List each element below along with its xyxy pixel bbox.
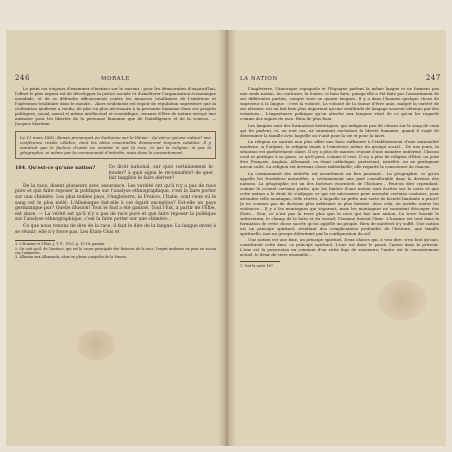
right-paragraph: Une nation est une âme, un principe spirituel. Deux choses qui, à vrai dire, n'en font qu'une, constituent cette âme, ce principe spirituel. L'une est dans le passé, l'autre dans le présent. L'une est la possession en commun d'un riche legs de souvenirs; l'autre est le consentement actuel, le désir de vivre ensemble... <box>240 237 439 257</box>
paper-stain <box>377 280 427 320</box>
paper-stain <box>76 330 116 360</box>
left-running-title: MORALE <box>100 76 131 82</box>
right-paragraph: Les langues sont des formations historiques, qui indiquent peu de choses sur le sang de ceux qui les parlent, et, en tout cas, ne sauraient enchaîner la liberté humaine, quand il s'agit de déterminer la famille avec laquelle on s'unit pour la vie et pour la mort. <box>240 122 439 138</box>
section-title: 184. Qu'est-ce qu'une nation? <box>15 165 96 171</box>
right-running-head <box>240 74 441 84</box>
left-running-head <box>15 74 216 84</box>
footnote-rule <box>240 261 280 262</box>
footnote: 1. Voir la carte 167. <box>240 263 274 268</box>
right-paragraph: l'Angleterre, l'Amérique espagnole et l'Espagne parlent la même langue et ne forment pas une seule nation. Au contraire, la Suisse, si bien faite, puisqu'elle a été faite par l'assentiment de ses différentes parties, compte trois ou quatre langues. Il y a dans l'homme quelque chose de supérieur à la langue : c'est la volonté. La volonté de la Suisse d'être unie, malgré la variété de ses idiomes, est un fait bien plus important qu'une similitude de langage souvent obtenue par des vexations... L'importance politique qu'on attache aux langues vient de ce qu'on les regarde comme des signes de race. Rien de plus faux. <box>240 86 439 121</box>
left-paragraph: Le point est toujours d'examiner d'instinct sur le suivant : pour les démocraties d'aujourd'hui, l'effort le plus urgent est de développer la justice sociale et d'améliorer l'organisation économique mondiale, et de se défendre efficacement contre les menaces totalitaires de l'extérieur et l'opération totalitaire dans le monde... Alors seulement est espoir de régulation supérieure que la civilisation moderne a rendu, de plus en plus nécessaire à la personne humaine dans ses progrès politiques, social, moral et même intellectuel et scientifique, censure d'être de nature envoyé une mémoire pour les libertés de la personne humaine que de l'intelligence et de la science. — Jacques Maritain. <box>15 86 216 126</box>
right-body-text <box>240 86 439 268</box>
left-paragraph: De la race, disent plusieurs avec assurance. Les variété ont qu'il n'y a pas de race pure et que faire reposer la politique sur l'analyse ethnographique, c'est la faire porter sur une chimère. Les plus nobles pays, l'Angleterre, la France, l'Italie, sont ceux où le sang est le plus mêlé. L'Allemagne fait-elle à cet égard exception? Est-elle un pays germanique pur? Quelle illusion! Tout le Sud a été gaulois. Tout l'Est, à partir de l'Elbe, est slave. — La vérité est qu'il n'y a pas de race pure et que faire reposer la politique sur l'analyse ethnographique, c'est la faire porter sur une chimère... <box>15 183 216 223</box>
open-book-spread <box>6 30 446 446</box>
footnote: 1. L'Homme et l'État, J. T. F., 1953, p. 15-18, passim. <box>15 242 106 247</box>
intro-box: Le 11 mars 1882, Renan prononçait en Sorbonne sur le thème : Qu'est-ce qu'une nation? une conférence restée célèbre, dont les idées essentielles demeurent toujours valables. Il y montrait que le facteur d'unité ne résidait ni par la race, ni par la religion, ni par la géographie, ni même par la communauté d'intérêts, mais dans le consentement. <box>15 131 216 159</box>
left-body-text <box>15 86 216 259</box>
footnote-rule <box>15 240 55 241</box>
footnote: 2. On voit qu'il, de l'instinct, qui est la cause principale des théories de la race, l'esprit moderne ne peut en aucun cas l'admettre. <box>15 246 216 255</box>
left-paragraph: Ce que nous venons de dire de la race, il faut le dire de la langue. La langue invite à se réunir; elle n'y force pas. Les États-Unis et <box>15 224 216 236</box>
right-running-title: LA NATION <box>240 76 278 82</box>
left-page <box>6 30 225 446</box>
right-paragraph: La communauté des intérêts est assurément un lien puissant... La géographie, ce qu'on appelle les frontières naturelles, a certainement une part considérable dans la division des nations. La géographie est un des facteurs essentiels de l'histoire... Peut-on dire cependant, comme le croient certains partis, que les limites d'une nation sont écrites sur la carte et que cette nation a le droit de s'adjuger ce qui est nécessaire pour arrondir certains contours, pour atteindre telle montagne, telle rivière, à laquelle on prête une sorte de faculté limitante a priori? Je ne connais pas de doctrine plus arbitraire ni plus funeste. Avec cela, on justifie toutes les violences... Il y a les montagnes qui séparent; mais les montagnes ne sauraient découper des États... Non, ce n'est pas la terre plus que la race qui fait une nation. La terre fournit le substratum, le champ de la lutte et du travail; l'homme fournit l'âme. L'homme est tout dans la formation de cette chose sacrée qu'on appelle un peuple. Rien de matériel n'y suffit. Une nation est un principe spirituel, résultant des complications profondes de l'histoire, une famille spirituelle, non un groupe déterminé par la configuration du sol. <box>240 170 439 236</box>
left-page-number: 246 <box>15 74 31 82</box>
right-paragraph: La religion ne saurait non plus offrir une base suffisante à l'établissement d'une nationalité moderne. A l'origine, la religion tenait à l'existence même du groupe social... De nos jours, la situation est parfaitement claire. Il n'y a plus de masses croyant d'une manière uniforme. Chacun croit et pratique à sa guise, ce qu'il peut, comme il veut. Il n'y a plus de religion d'État; on peut être Français, Anglais, Allemand, en étant catholique, protestant, israélite, en ne pratiquant aucun culte. La religion est devenue chose individuelle; elle regarde la conscience de chacun. <box>240 139 439 169</box>
section-heading <box>15 165 216 182</box>
right-page-number: 247 <box>425 74 441 82</box>
right-page <box>227 30 446 446</box>
section-quote: Ce droit national, sur quoi certainement le fonder? à quoi signe le reconnaître? de quel fait tangible le faire dériver? <box>108 165 213 182</box>
footnote: 3. Allusion aux Allemands, alors en pleine conquête de la Prusse. <box>15 255 128 260</box>
